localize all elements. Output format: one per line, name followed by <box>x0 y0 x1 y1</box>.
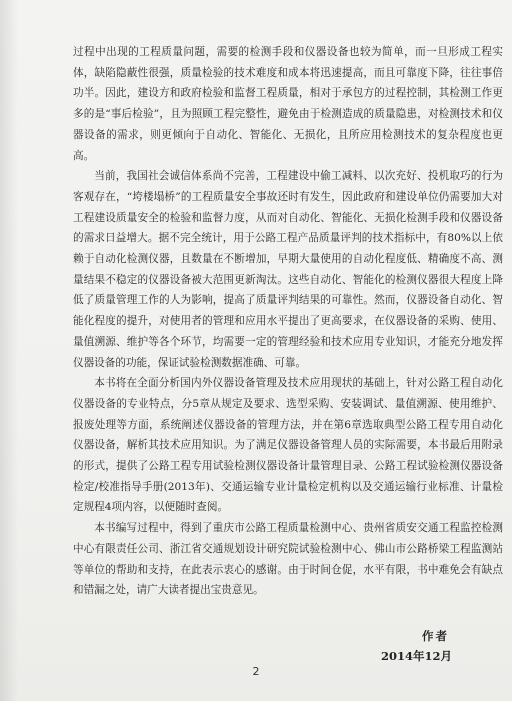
paragraph-1: 过程中出现的工程质量问题，需要的检测手段和仪器设备也较为简单，而一旦形成工程实体，缺陷隐蔽性很强，质量检验的技术难度和成本将迅速提高，而且可靠度下降，往往事倍功半。因此，建设方和政府检验和监督工程质量，相对于承包方的过程控制，其检测工作更多的是“事后检验”，且为照顾工程完整性，避免由于检测造成的质量隐患，对检测技术和仪器设备的需求，则更倾向于自动化、智能化、无损化，且所应用检测技术的复杂程度也更高。 <box>73 46 503 162</box>
paragraph-3: 本书将在全面分析国内外仪器设备管理及技术应用现状的基础上，针对公路工程自动化仪器设备的专业特点，分5章从规定及要求、选型采购、安装调试、量值溯源、使用维护、报废处理等方面，系统阐述仪器设备的管理方法，并在第6章选取典型公路工程专用自动化仪器设备，解析其技术应用知识。为了满足仪器设备管理人员的实际需要，本书最后用附录的形式，提供了公路工程专用试验检测仪器设备计量管理目录、公路工程试验检测仪器设备检定/校准指导手册(2013年)、交通运输专业计量检定机构以及交通运输行业标准、计量检定规程4项内容，以便随时查阅。 <box>73 377 503 514</box>
signature-date: 2014年12月 <box>380 649 452 663</box>
page-number: 2 <box>252 665 260 678</box>
signature-author: 作者 <box>422 629 449 643</box>
page-body <box>73 42 503 601</box>
paragraph-2: 当前，我国社会诚信体系尚不完善，工程建设中偷工减料、以次充好、投机取巧的行为客观存在，“垮楼塌桥”的工程质量安全事故还时有发生，因此政府和建设单位仍需要加大对工程建设质量安全的检验和监督力度，从而对自动化、智能化、无损化检测手段和仪器设备的需求日益增大。据不完全统计，用于公路工程产品质量评判的技术指标中，有80%以上依赖于自动化检测仪器，且数量在不断增加，早期大量使用的自动化程度低、精确度不高、测量结果不稳定的仪器设备被大范围更新淘汰。这些自动化、智能化的检测仪器很大程度上降低了质量管理工作的人为影响，提高了质量评判结果的可靠性。然而，仪器设备自动化、智能化程度的提升，对使用者的管理和应用水平提出了更高要求，在仪器设备的采购、使用、量值溯源、维护等各个环节，均需要一定的管理经验和技术应用专业知识，才能充分地发挥仪器设备的功能，保证试验检测数据准确、可靠。 <box>73 170 503 369</box>
paragraph-4: 本书编写过程中，得到了重庆市公路工程质量检测中心、贵州省质安交通工程监控检测中心有限责任公司、浙江省交通规划设计研究院试验检测中心、佛山市公路桥梁工程监测站等单位的帮助和支持，在此表示衷心的感谢。由于时间仓促，水平有限，书中难免会有缺点和错漏之处，请广大读者提出宝贵意见。 <box>73 522 503 597</box>
